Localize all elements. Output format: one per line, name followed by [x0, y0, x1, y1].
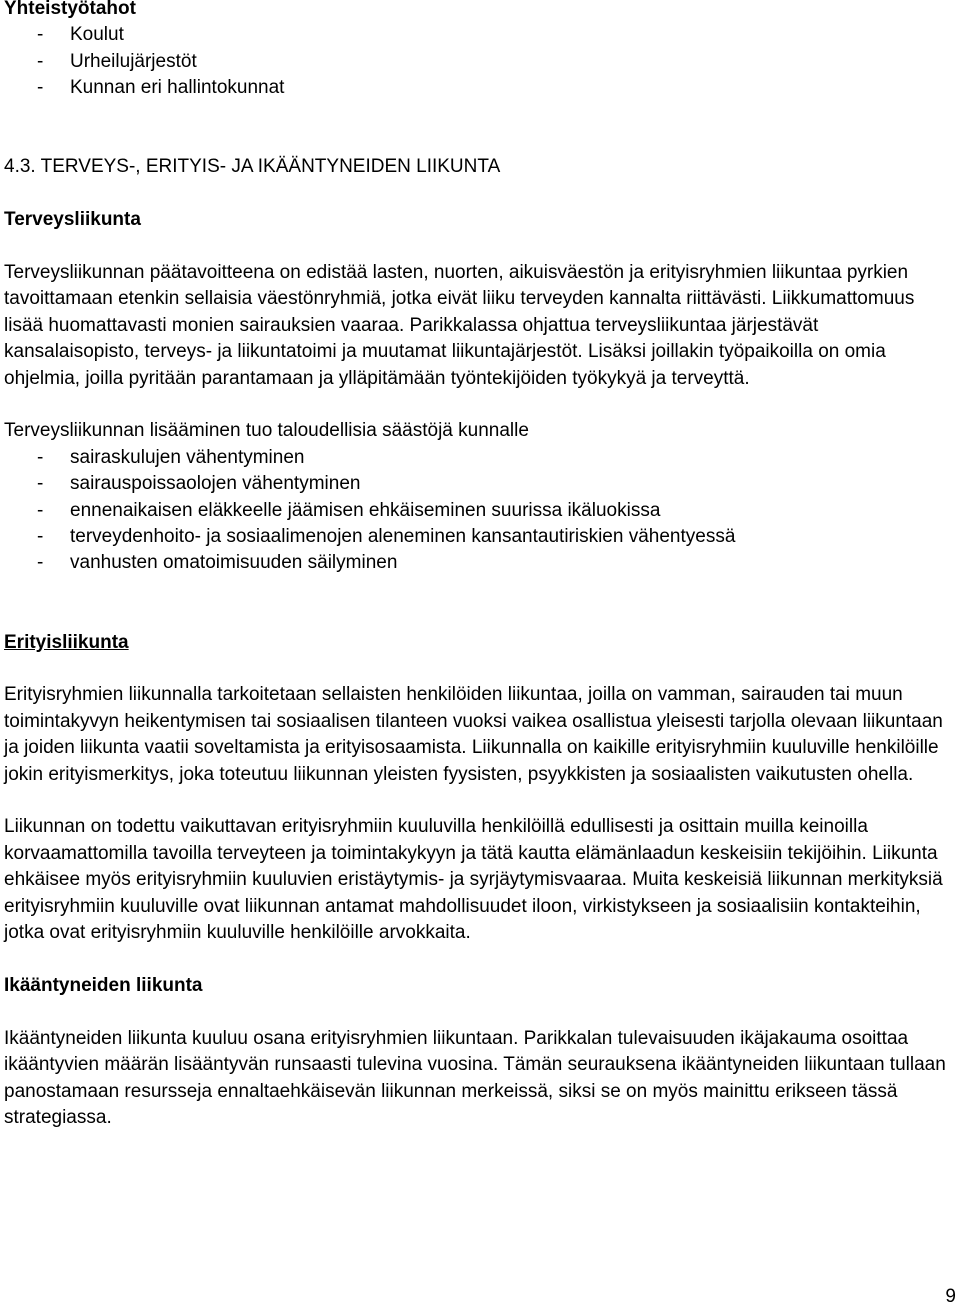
list-item-text: sairaskulujen vähentyminen	[70, 446, 305, 468]
health-heading: Terveysliikunta	[4, 209, 141, 231]
list-item	[4, 471, 956, 497]
list-item	[4, 445, 956, 471]
list-item-text: Kunnan eri hallintokunnat	[70, 77, 285, 99]
list-dash: -	[37, 24, 44, 46]
list-dash: -	[37, 50, 44, 72]
list-item	[4, 498, 956, 524]
list-item	[4, 75, 956, 101]
list-dash: -	[37, 77, 44, 99]
list-dash: -	[37, 526, 44, 548]
list-item	[4, 22, 956, 48]
elderly-paragraph: Ikääntyneiden liikunta kuuluu osana erityisryhmien liikuntaan. Parikkalan tulevaisuuden ikäjakauma osoittaa ikääntyvien määrän lisääntyvän runsaasti tulevina vuosina. Tämän seurauksena ikääntyneiden liikuntaan tullaan panostamaan resursseja ennaltaehkäisevän liikunnan merkeissä, siksi se on myös mainittu erikseen tässä strategiassa.	[4, 1027, 946, 1128]
page-number: 9	[945, 1286, 956, 1307]
list-item	[4, 524, 956, 550]
health-list-intro: Terveysliikunnan lisääminen tuo taloudellisia säästöjä kunnalle	[4, 420, 529, 442]
list-item-text: terveydenhoito- ja sosiaalimenojen aleneminen kansantautiriskien vähentyessä	[70, 526, 736, 548]
document-page	[4, 0, 956, 1131]
list-dash: -	[37, 473, 44, 495]
list-item	[4, 49, 956, 75]
list-item-text: Koulut	[70, 24, 124, 46]
list-dash: -	[37, 552, 44, 574]
health-paragraph: Terveysliikunnan päätavoitteena on edistää lasten, nuorten, aikuisväestön ja erityisryhmien liikuntaa pyrkien tavoittamaan etenkin sellaisia väestönryhmiä, jotka eivät liiku terveyden kannalta riittävästi. Liikkumattomuus lisää huomattavasti monien sairauksien vaaraa. Parikkalassa ohjattua terveysliikuntaa järjestävät kansalaisopisto, terveys- ja liikuntatoimi ja muutamat liikuntajärjestöt. Lisäksi joillakin työpaikoilla on omia ohjelmia, joilla pyritään parantamaan ja ylläpitämään työntekijöiden työkykyä ja terveyttä.	[4, 262, 915, 389]
list-item-text: Urheilujärjestöt	[70, 50, 197, 72]
list-dash: -	[37, 446, 44, 468]
special-paragraph-1: Erityisryhmien liikunnalla tarkoitetaan sellaisten henkilöiden liikuntaa, joilla on vamman, sairauden tai muun toimintakyvyn heikentymisen tai sosiaalisen tilanteen vuoksi vaikea osallistua yleisesti tarjolla olevaan liikuntaan ja joiden liikunta vaatii soveltamista ja erityisosaamista. Liikunnalla on kaikille erityisryhmiin kuuluville henkilöille jokin erityismerkitys, joka toteutuu liikunnan yleisten fyysisten, psyykkisten ja sosiaalisten vaikutusten ohella.	[4, 684, 943, 785]
elderly-heading: Ikääntyneiden liikunta	[4, 974, 203, 996]
cooperation-heading: Yhteistyötahot	[4, 0, 136, 19]
list-dash: -	[37, 499, 44, 521]
list-item-text: sairauspoissaolojen vähentyminen	[70, 473, 361, 495]
health-benefits-list	[4, 445, 956, 577]
special-heading: Erityisliikunta	[4, 631, 129, 653]
special-paragraph-2: Liikunnan on todettu vaikuttavan erityisryhmiin kuuluvilla henkilöillä edullisesti ja osittain muilla keinoilla korvaamattomilla tavoilla terveyteen ja toimintakykyyn ja tätä kautta elämänlaadun keskeisiin tekijöihin. Liikunta ehkäisee myös erityisryhmiin kuuluvien eristäytymis- ja syrjäytymisvaaraa. Muita keskeisiä liikunnan merkityksiä erityisryhmiin kuuluville ovat liikunnan antamat mahdollisuudet iloon, virkistykseen ja sosiaalisiin kontakteihin, jotka ovat erityisryhmiin kuuluville henkilöille arvokkaita.	[4, 816, 943, 944]
cooperation-list	[4, 22, 956, 101]
section-title: 4.3. TERVEYS-, ERITYIS- JA IKÄÄNTYNEIDEN LIIKUNTA	[4, 156, 501, 178]
list-item	[4, 550, 956, 576]
list-item-text: vanhusten omatoimisuuden säilyminen	[70, 552, 398, 574]
list-item-text: ennenaikaisen eläkkeelle jäämisen ehkäiseminen suurissa ikäluokissa	[70, 499, 661, 521]
